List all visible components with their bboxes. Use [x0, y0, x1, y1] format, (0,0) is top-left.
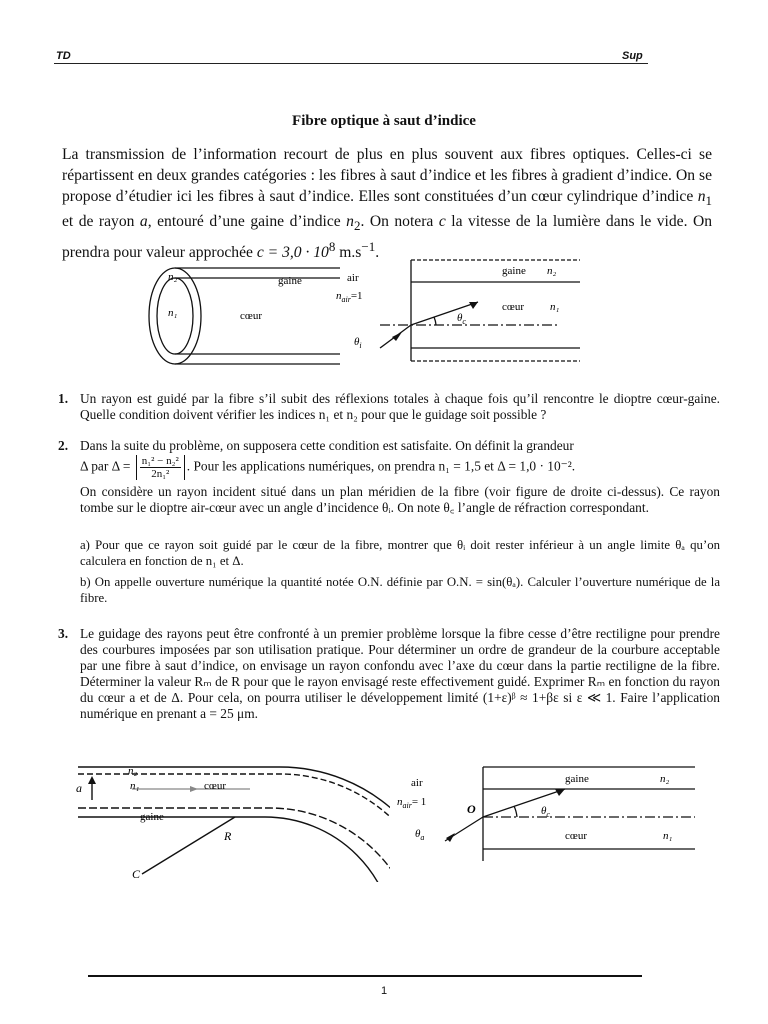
fig3-gaine: gaine [565, 773, 589, 785]
q2-part-a: a) Pour que ce rayon soit guidé par le cœur de la fibre, montrer que θᵢ doit rester inférieur à un angle limite θₐ qu’on calculera en fonction de n₁ et Δ. [80, 538, 720, 568]
intro-text-3: , entouré d’une gaine d’indice [147, 213, 347, 231]
header-rule [54, 63, 648, 64]
q2-line1: Dans la suite du problème, on supposera cette condition est satisfaite. On définit la grandeur [80, 438, 574, 453]
fig1-thetac: $\theta_c$ [457, 312, 466, 326]
q3-number: 3. [58, 626, 69, 641]
fig1-coeur-right: cœur [502, 301, 524, 313]
c-exp: 8 [328, 239, 336, 255]
ray-arrowhead [190, 786, 198, 792]
intro-text-2: et de rayon [62, 213, 140, 231]
fig1-thetai: $\theta_i$ [354, 336, 362, 350]
fig3-n2: n₂ [660, 773, 670, 785]
fig1-gaine-right: gaine [502, 265, 526, 277]
q3-text: Le guidage des rayons peut être confronté à un premier problème lorsque la fibre cesse d’être rectiligne pour prendre des courbures imposées par son utilisation pratique. Pour déterminer un ordre de grandeur de la courbure acceptable par une fibre à saut d’indice, on envisage un rayon confondu avec l’axe du cœur dans la partie rectiligne de la fibre. Déterminer la valeur Rₘ de R pour que le rayon envisagé reste effectivement guidé. Exprimer Rₘ en fonction du rayon du cœur a et de Δ. Pour cela, on pourra utiliser le développement limité (1+ε)ᵝ ≈ 1+βε si ε ≪ 1. Faire l’application numérique en prenant a = 25 μm. [80, 626, 720, 721]
q1-text: Un rayon est guidé par la fibre s’il subit des réflexions totales à chaque fois qu’il rencontre le dioptre cœur-gaine. Quelle condition doivent vérifier les indices n₁ et n₂ pour que le guidage soit possible ? [80, 391, 720, 422]
fig1-n2-right: n₂ [547, 265, 557, 277]
fig2-a: a [76, 781, 82, 795]
fig3-O: O [467, 802, 476, 816]
q1-number: 1. [58, 391, 69, 406]
c-unit-exp: −1 [361, 239, 376, 255]
frac-numerator: n₁² − n₂² [141, 455, 179, 467]
fig3-nair: $n_{air}= 1$ [397, 796, 427, 810]
c-value: c = 3,0 · 10 [256, 244, 329, 262]
footer-rule [88, 975, 642, 977]
outer-gaine-edge [78, 767, 390, 882]
fig3-n1: n₁ [663, 830, 673, 842]
fig1-n1: n₁ [168, 307, 178, 319]
var-n2: n [346, 213, 354, 231]
fig3-thetac: $\theta_c$ [541, 805, 550, 819]
fig2-coeur: cœur [204, 780, 226, 792]
fig1-coeur: cœur [240, 310, 262, 322]
intro-text-5: la vitesse de la lumière dans le vide. On prendra pour valeur approchée [62, 213, 713, 262]
core-inner-edge [78, 808, 390, 882]
var-a: a [139, 213, 148, 231]
intro-text-1: La transmission de l’information recourt de plus en plus souvent aux fibres optiques. Celles-ci se répartissent en deux grandes catégories : les fibres à saut d’indice et les fibres à gradient d’indice. On se propose d’étudier ici les fibres à saut d’indice. Elles sont constituées d’un cœur cylindrique d’indice [62, 146, 712, 205]
intro-end: . [375, 244, 380, 262]
page-title: Fibre optique à saut d’indice [292, 113, 476, 129]
q2-fraction [136, 455, 185, 480]
figure-bent-fiber [70, 762, 390, 882]
fig1-nair: $n_{air}=1$ [336, 290, 363, 304]
fig1-n1-right: n₁ [550, 301, 560, 313]
header-right: Sup [622, 50, 643, 62]
q2-line2 [80, 455, 720, 480]
fig2-n1: n₁ [130, 780, 140, 792]
q2-number: 2. [58, 438, 69, 453]
header-left: TD [56, 50, 71, 62]
radius-line [142, 817, 235, 874]
q2-part-b: b) On appelle ouverture numérique la quantité notée O.N. définie par O.N. = sin(θₐ). Calculer l’ouverture numérique de la fibre. [80, 575, 720, 605]
figure-planar-entry [395, 765, 705, 865]
fig3-coeur: cœur [565, 830, 587, 842]
intro-paragraph: La transmission de l’information recourt de plus en plus souvent aux fibres optiques. Celles-ci se répartissent en deux grandes catégories : les fibres à saut d’indice et les fibres à gradient d’indice. On se propose d’étudier ici les fibres à saut d’indice. Elles sont constituées d’un cœur cylindrique d’indice $n_1$ et de rayon a, entouré d’une gaine d’indice $n_2$. On notera c la vitesse de la lumière dans le vide. On prendra pour valeur approchée $c = 3,0 \cdot 10^8$ $m.s^{-1}$. [62, 146, 713, 262]
intro-text-4: . On notera [360, 213, 439, 231]
fig1-gaine: gaine [278, 275, 302, 287]
q2-delta-def: Δ par Δ = [80, 458, 134, 474]
fig2-gaine: gaine [140, 811, 164, 823]
fig2-R: R [224, 829, 232, 843]
fig2-n2: n₂ [128, 765, 138, 777]
fig1-n2: n₂ [168, 271, 178, 283]
var-n1: n [697, 188, 706, 205]
ray-arrow [469, 302, 478, 309]
fig1-air: air [347, 272, 359, 284]
a-arrowhead [88, 776, 96, 784]
core-outer-edge [78, 774, 390, 882]
var-c: c [438, 213, 446, 231]
incident-arrow [392, 332, 402, 341]
page-number: 1 [380, 985, 388, 997]
fig2-C: C [132, 867, 141, 881]
frac-denominator: 2n₁² [151, 468, 170, 480]
figure-fiber-section [140, 258, 590, 378]
fig3-thetaa: $\theta_a$ [415, 828, 425, 842]
c-unit: m.s [335, 244, 362, 262]
q2-rest: On considère un rayon incident situé dans un plan méridien de la fibre (voir figure de droite ci-dessus). Ce rayon tombe sur le dioptre air-cœur avec un angle d’incidence θᵢ. On note θ꜀ l’angle de réfraction correspondant. [80, 484, 720, 515]
q2-values: . Pour les applications numériques, on prendra n₁ = 1,5 et Δ = 1,0 · 10⁻². [186, 458, 576, 474]
fig3-incident-arrow [446, 833, 455, 842]
fig3-air: air [411, 777, 423, 789]
